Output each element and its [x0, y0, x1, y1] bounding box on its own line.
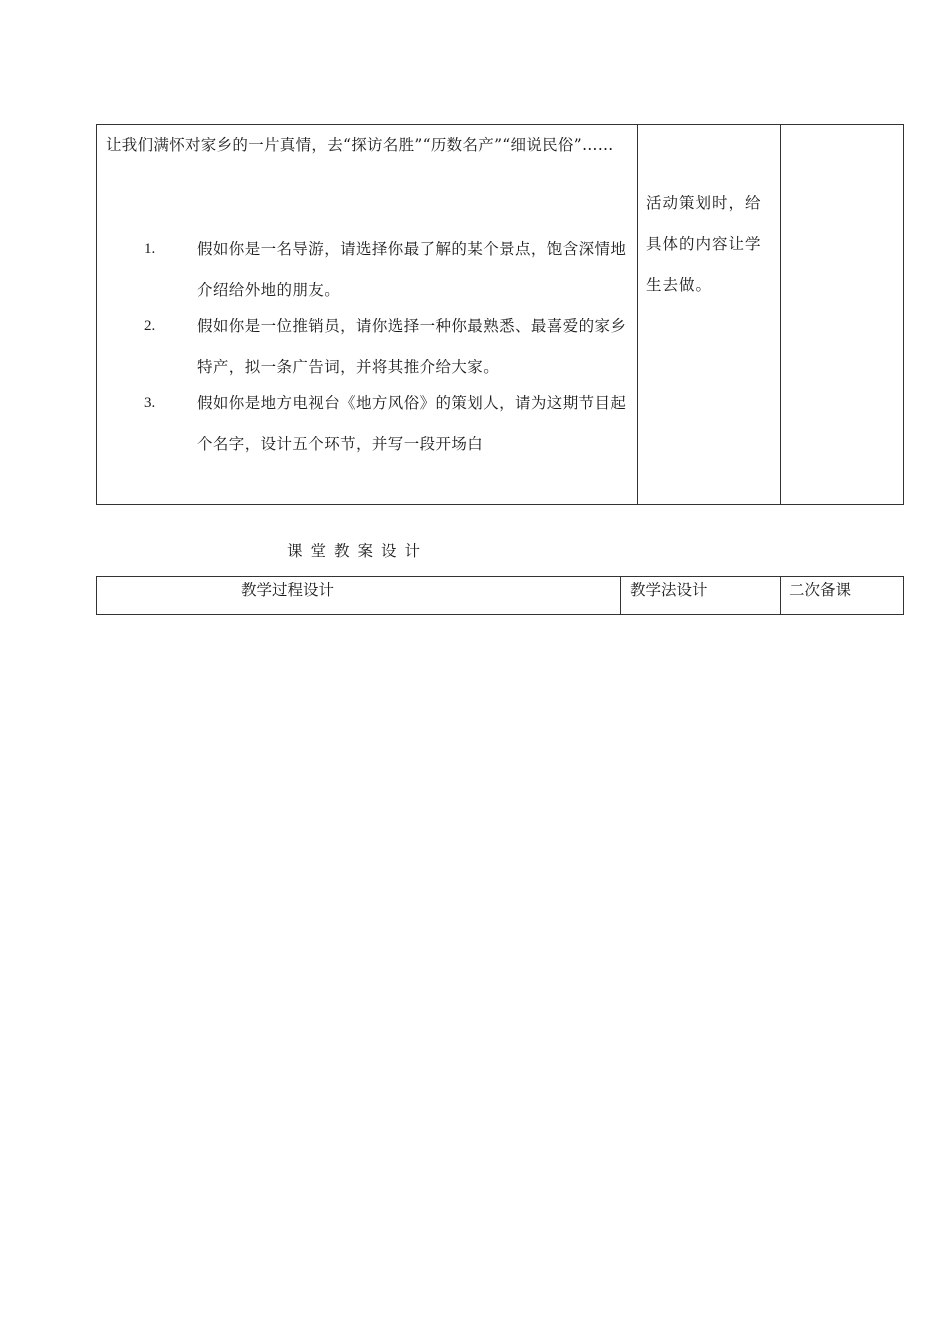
task-text: 假如你是一名导游，请选择你最了解的某个景点，饱含深情地介绍给外地的朋友。	[197, 240, 627, 299]
lesson-activity-table	[96, 124, 904, 505]
task-number: 3.	[144, 395, 156, 411]
header-teaching-method: 教学法设计	[630, 581, 708, 599]
column-divider	[780, 577, 781, 614]
header-teaching-process: 教学过程设计	[241, 581, 335, 599]
task-item	[97, 306, 637, 388]
column-divider	[620, 577, 621, 614]
column-divider	[780, 125, 781, 504]
header-second-preparation: 二次备课	[789, 581, 852, 599]
task-number: 1.	[144, 241, 156, 257]
column-divider	[637, 125, 638, 504]
task-text: 假如你是地方电视台《地方风俗》的策划人，请为这期节目起个名字，设计五个环节，并写一段开场白	[197, 394, 627, 453]
task-number: 2.	[144, 318, 156, 334]
task-item	[97, 383, 637, 465]
teaching-method-note: 活动策划时，给具体的内容让学生去做。	[646, 194, 762, 294]
section-title: 课堂教案设计	[287, 542, 429, 560]
lesson-plan-header-table	[96, 576, 904, 615]
task-item	[97, 229, 637, 311]
activity-intro-text: 让我们满怀对家乡的一片真情，去“探访名胜”“历数名产”“细说民俗”……	[106, 136, 614, 154]
task-text: 假如你是一位推销员，请你选择一种你最熟悉、最喜爱的家乡特产，拟一条广告词，并将其推介给大家。	[197, 317, 627, 376]
